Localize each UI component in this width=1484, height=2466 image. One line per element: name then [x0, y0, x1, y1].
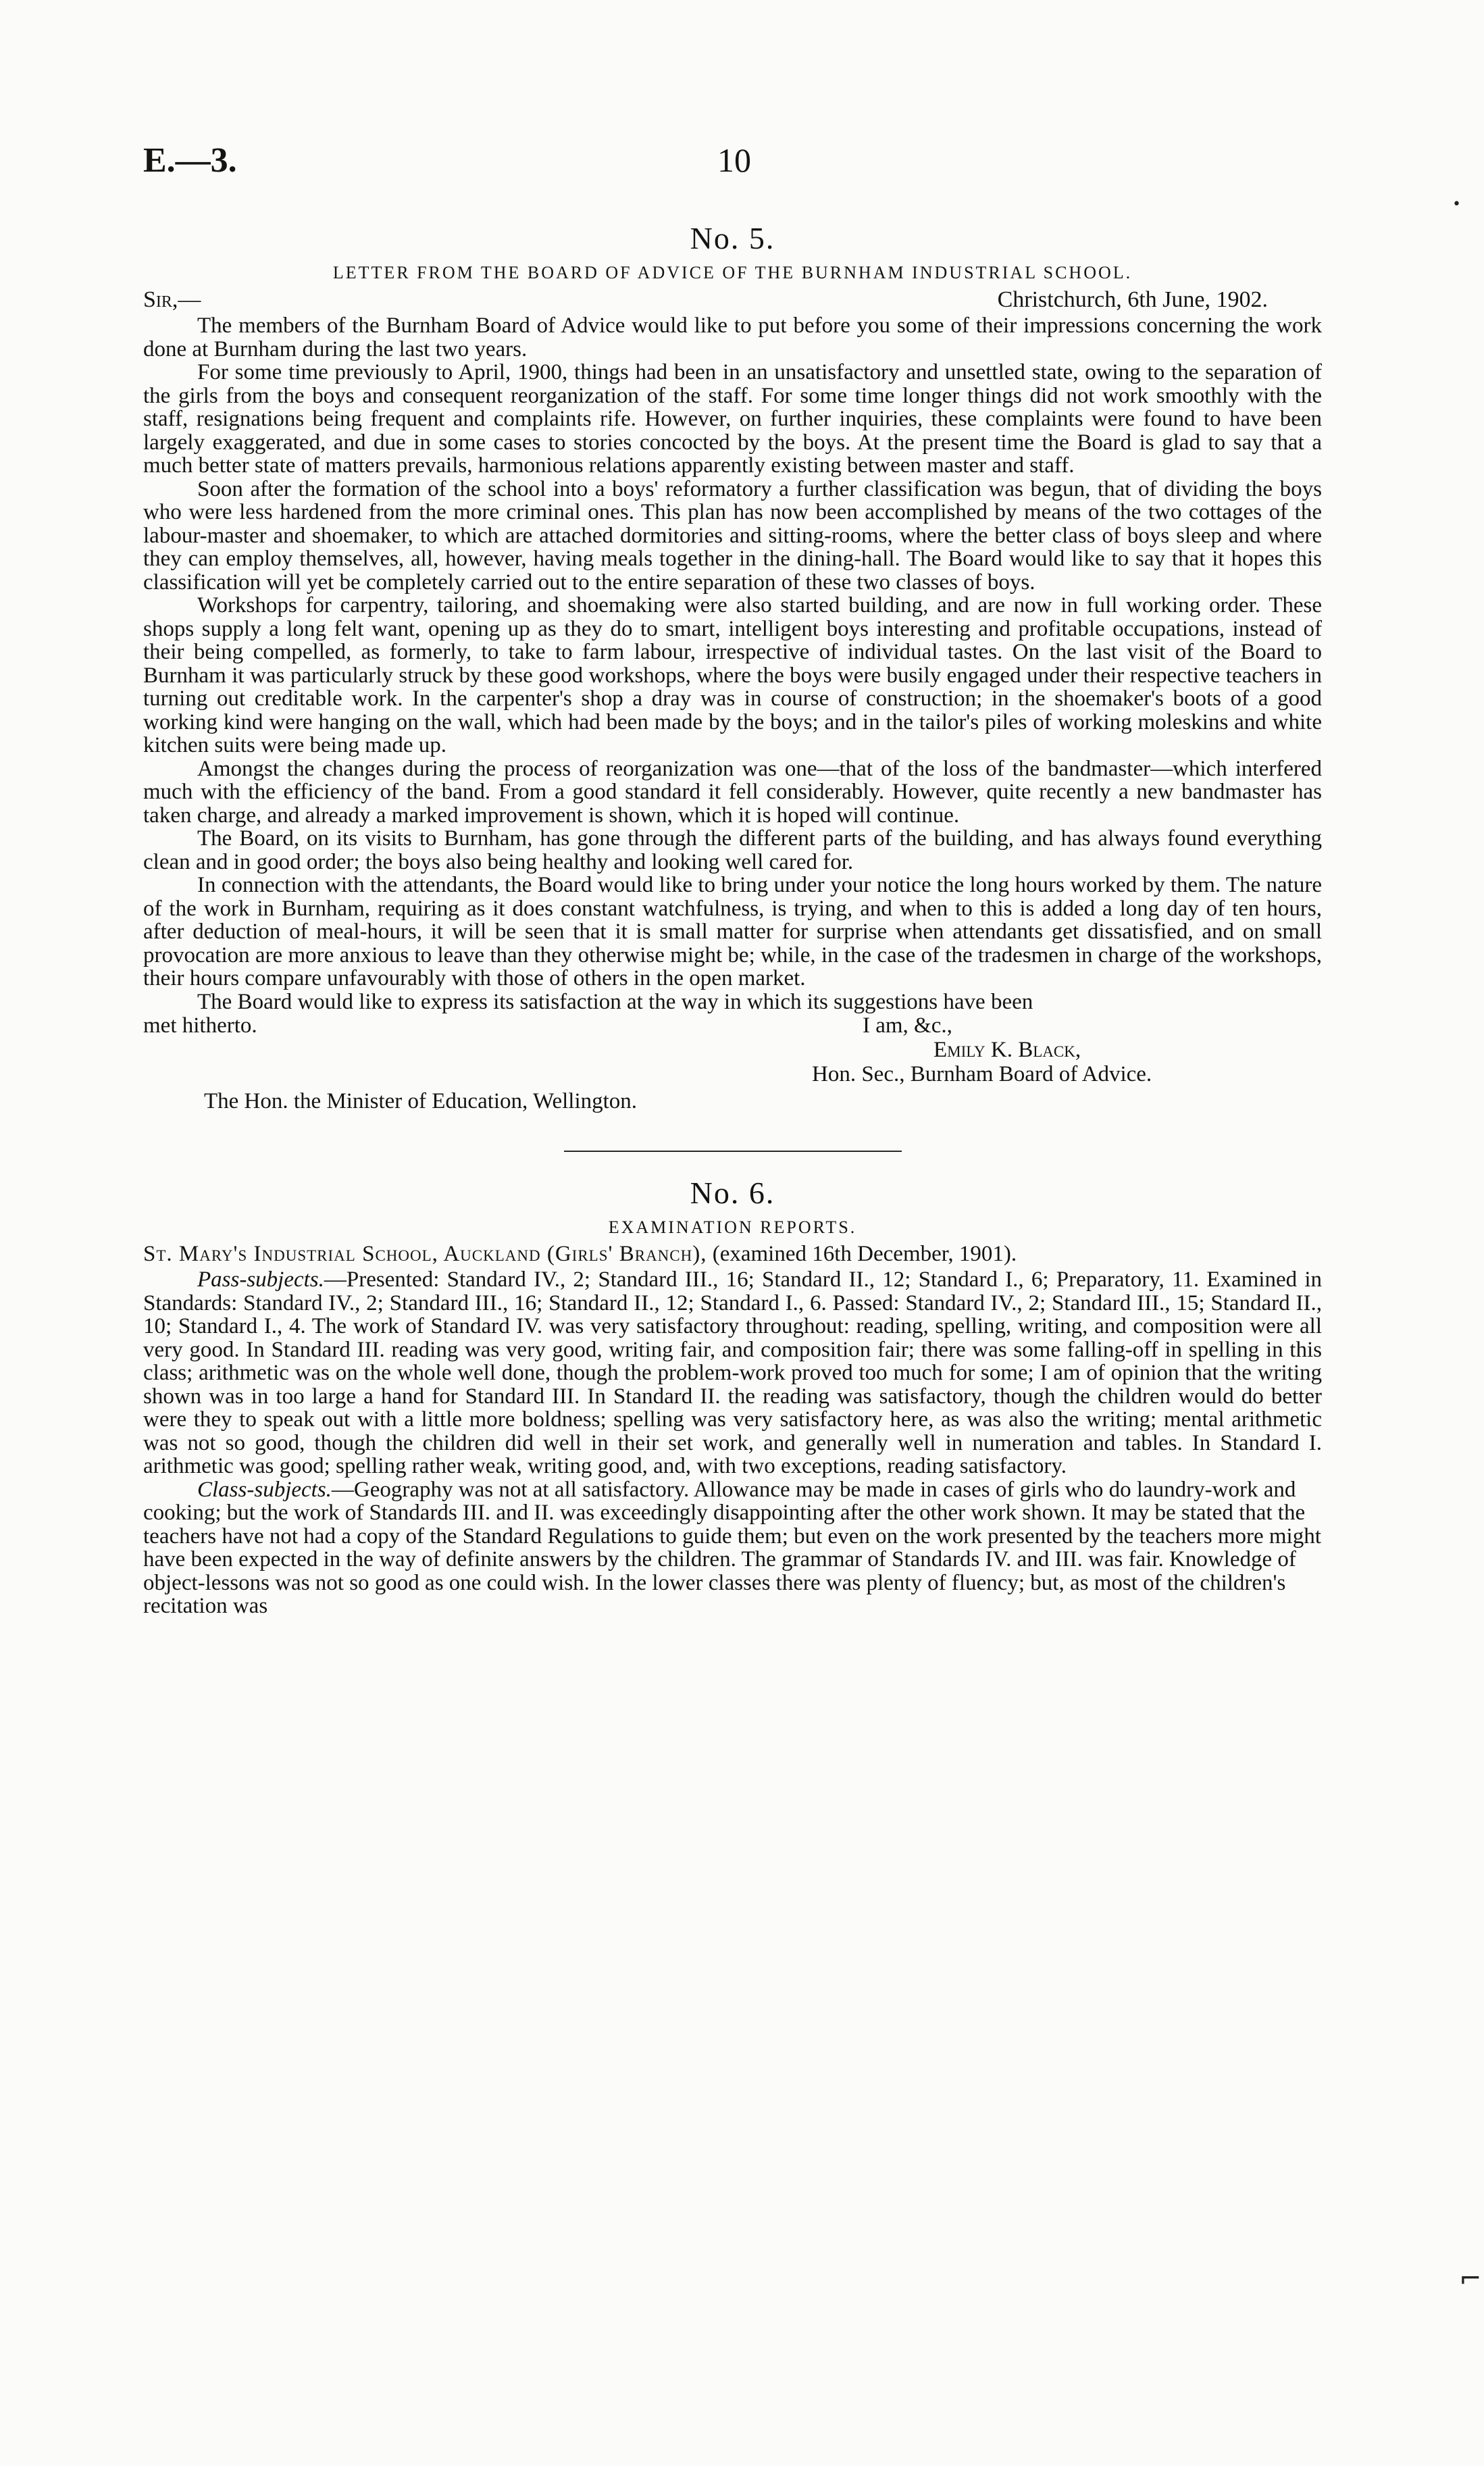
letter-paragraph: In connection with the attendants, the Board would like to bring under your notice the long hours worked by them. The nature of the work in Burnham, requiring as it does constant watchfulness, is trying, and when to this is added a long day of ten hours, after deduction of meal-hours, it will be seen that it is small matter for surprise when attendants get dissatisfied, and on small provocation are more anxious to leave than they otherwise might be; while, in the case of the tradesmen in charge of the workshops, their hours compare unfavourably with those of others in the open market.: [143, 873, 1322, 990]
place-date: Christchurch, 6th June, 1902.: [997, 287, 1268, 312]
closing-formula: I am, &c.,: [863, 1013, 952, 1038]
school-line: [143, 1242, 1322, 1267]
letter-paragraph: Soon after the formation of the school into a boys' reformatory a further classification was begun, that of dividing the boys who were less hardened from the more criminal ones. This plan has now been accomplished by means of the two cottages of the labour-master and shoemaker, to which are attached dormitories and sitting-rooms, where the better class of boys sleep and where they can employ themselves, all, however, having meals together in the dining-hall. The Board would like to say that it hopes this classification will yet be completely carried out to the entire separation of these two classes of boys.: [143, 476, 1322, 595]
letter-paragraph: The Board, on its visits to Burnham, has gone through the different parts of the building, and has always found everything clean and in good order; the boys also being healthy and looking well cared for.: [143, 826, 1322, 874]
addressee: The Hon. the Minister of Education, Wellington.: [204, 1089, 638, 1113]
section-heading-no5: No. 5.: [690, 221, 775, 255]
class-subjects-label: Class-subjects.: [197, 1477, 332, 1502]
salutation: Sir,—: [143, 287, 201, 312]
salutation-line: [143, 287, 1322, 314]
reports-title: EXAMINATION REPORTS.: [608, 1217, 857, 1237]
class-subjects-text: —Geography was not at all satisfactory. Allowance may be made in cases of girls who do laundry-work and cooking; but the work of Standards III. and II. was exceedingly disappointing after the other work shown. It may be stated that the teachers have not had a copy of the Standard Regulations to guide them; but even on the work presented by the teachers more might have been expected in the way of definite answers by the children. The grammar of Standards IV. and III. was fair. Knowledge of object-lessons was not so good as one could wish. In the lower classes there was plenty of fluency; but, as most of the children's recitation was: [143, 1477, 1321, 1618]
pass-subjects-label: Pass-subjects.: [197, 1267, 324, 1292]
letter-title: LETTER FROM THE BOARD OF ADVICE OF THE BURNHAM INDUSTRIAL SCHOOL.: [332, 263, 1133, 282]
section-divider: [564, 1151, 902, 1152]
letter-paragraph: Amongst the changes during the process of reorganization was one—that of the loss of the bandmaster—which interfered much with the efficiency of the band. From a good standard it fell considerably. However, quite recently a new bandmaster has taken charge, and already a marked improvement is shown, which it is hoped will continue.: [143, 756, 1322, 828]
class-subjects-paragraph: [143, 1478, 1322, 1618]
pass-subjects-text: —Presented: Standard IV., 2; Standard III., 16; Standard II., 12; Standard I., 6; Preparatory, 11. Examined in Standards: Standard IV., 2; Standard III., 16; Standard II., 12; Standard I., 6. Passed: Standard IV., 2; Standard III., 15; Standard II., 10; Standard I., 4. The work of Standard IV. was very satisfactory throughout: reading, spelling, writing, and composition were all very good. In Standard III. reading was very good, writing fair, and composition fair; there was some falling-off in spelling in this class; arithmetic was on the whole well done, though the problem-work proved too much for some; I am of opinion that the writing shown was in too large a hand for Standard III. In Standard II. the reading was satisfactory, though the children would do better were they to speak out with a little more boldness; spelling was very satisfactory here, as was also the writing; mental arithmetic was not so good, though the children did well in their set work, and generally well in numeration and tables. In Standard I. arithmetic was good; spelling rather weak, writing good, and, with two exceptions, reading satisfactory.: [143, 1267, 1322, 1478]
signer-name: Emily K. Black,: [933, 1038, 1081, 1062]
page-header: [143, 141, 1322, 195]
document-reference: E.—3.: [143, 141, 237, 180]
letter-paragraph: Workshops for carpentry, tailoring, and shoemaking were also started building, and are now in full working order. These shops supply a long felt want, opening up as they do to smart, intelligent boys interesting and profitable occupations, instead of their being compelled, as formerly, to take to farm labour, irrespective of individual tastes. On the last visit of the Board to Burnham it was particularly struck by these good workshops, where the boys were busily engaged under their respective teachers in turning out creditable work. In the carpenter's shop a dray was in course of construction; in the shoemaker's boots of a good working kind were hanging on the wall, which had been made by the boys; and in the tailor's piles of working moleskins and white kitchen suits were being made up.: [143, 593, 1322, 757]
section-no5: [143, 220, 1322, 1114]
letter-paragraph: The Board would like to express its satisfaction at the way in which its suggestions have been: [197, 989, 1033, 1014]
examination-date: (examined 16th December, 1901).: [712, 1242, 1017, 1266]
closing-line: met hitherto.: [143, 1013, 257, 1038]
school-name: St. Mary's Industrial School, Auckland (Girls' Branch),: [143, 1242, 707, 1266]
margin-dot-mark: •: [1452, 196, 1461, 213]
section-heading-no6: No. 6.: [690, 1176, 775, 1210]
signer-office: Hon. Sec., Burnham Board of Advice.: [812, 1062, 1152, 1086]
signature-block: [143, 1013, 1322, 1086]
document-page: [143, 141, 1322, 1618]
page-number: 10: [717, 141, 751, 179]
margin-tick-mark: ⌐: [1459, 2263, 1482, 2294]
section-no6: [143, 1175, 1322, 1618]
letter-paragraph: For some time previously to April, 1900, things had been in an unsatisfactory and unsettled state, owing to the separation of the girls from the boys and consequent reorganization of the staff. For some time longer things did not work smoothly with the staff, resignations being frequent and complaints rife. However, on further inquiries, these complaints were found to have been largely exaggerated, and due in some cases to stories concocted by the boys. At the present time the Board is glad to say that a much better state of matters prevails, harmonious relations apparently existing between master and staff.: [143, 360, 1322, 478]
pass-subjects-paragraph: [143, 1268, 1322, 1478]
letter-paragraph: The members of the Burnham Board of Advice would like to put before you some of their impressions concerning the work done at Burnham during the last two years.: [143, 313, 1322, 361]
